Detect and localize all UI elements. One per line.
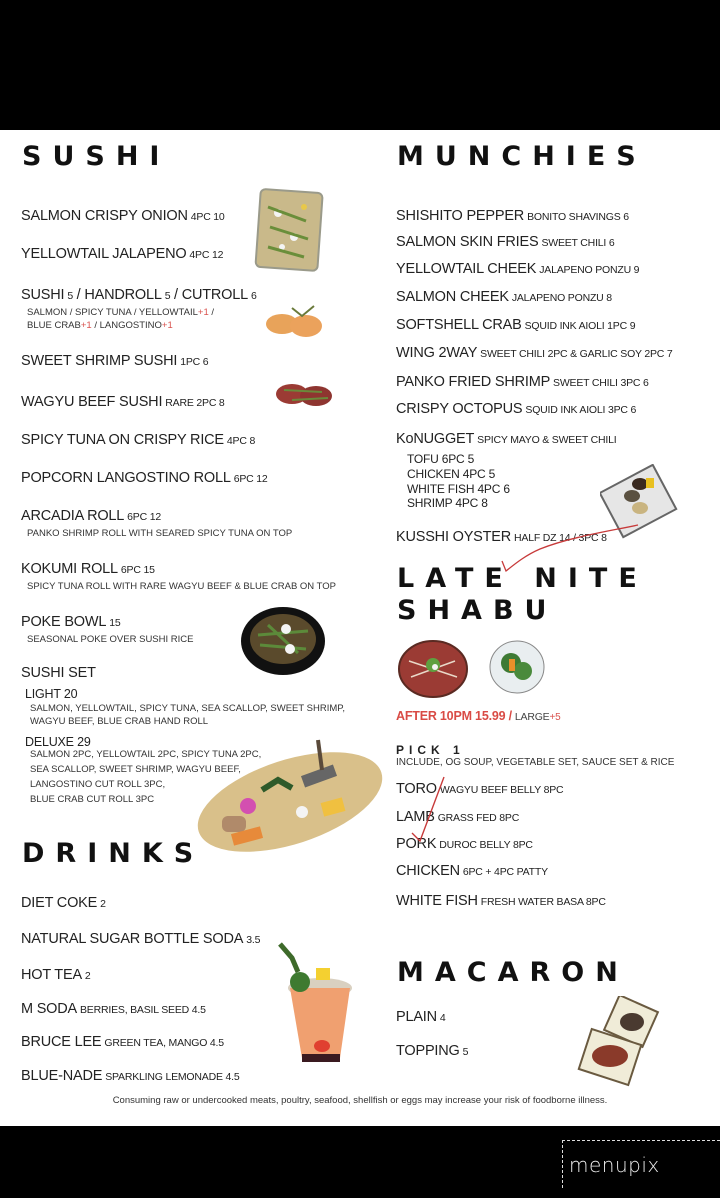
item-name: PORK xyxy=(396,836,437,852)
item-price: RARE 2PC 8 xyxy=(165,397,225,409)
item-name: SPICY TUNA ON CRISPY RICE xyxy=(21,432,224,448)
menu-item xyxy=(21,207,225,225)
item-name: SALMON CHEEK xyxy=(396,289,509,305)
item-price: SQUID INK AIOLI 3PC 6 xyxy=(525,404,637,416)
item-price: 2 xyxy=(84,970,91,982)
konugget-option: WHITE FISH 4PC 6 xyxy=(407,482,510,496)
konugget-option: TOFU 6PC 5 xyxy=(407,452,475,466)
menu-item xyxy=(396,862,548,880)
shabu-heading-line-2: SHABU xyxy=(397,595,558,626)
item-name: M SODA xyxy=(21,1001,77,1017)
item-name: YELLOWTAIL JALAPENO xyxy=(21,246,187,262)
menu-item xyxy=(21,1067,240,1085)
item-name: / CUTROLL xyxy=(174,287,248,303)
food-safety-disclaimer: Consuming raw or undercooked meats, poultry, seafood, shellfish or eggs may increase your risk of foodborne illness. xyxy=(112,1095,608,1106)
item-name: NATURAL SUGAR BOTTLE SODA xyxy=(21,931,244,947)
menu-item xyxy=(396,316,635,334)
item-price: 4 xyxy=(439,1012,446,1024)
item-price: SWEET CHILI 6 xyxy=(541,237,615,249)
bottom-black-bar xyxy=(0,1126,720,1198)
item-name: TORO xyxy=(396,781,437,797)
item-price: 2 xyxy=(100,898,106,910)
item-price: HALF DZ 14 / 3PC 8 xyxy=(514,532,607,544)
menu-item xyxy=(21,894,106,912)
set-deluxe-line: SALMON 2PC, YELLOWTAIL 2PC, SPICY TUNA 2PC, xyxy=(30,749,262,760)
item-name: CRISPY OCTOPUS xyxy=(396,401,523,417)
menu-item xyxy=(21,507,161,525)
item-name: SUSHI SET xyxy=(21,665,96,681)
item-name: SUSHI xyxy=(21,287,65,303)
menu-item xyxy=(396,344,673,362)
item-name: SWEET SHRIMP SUSHI xyxy=(21,353,178,369)
shabu-price-label: AFTER 10PM 15.99 / xyxy=(396,709,512,723)
item-price: 6PC 12 xyxy=(233,473,268,485)
shabu-plates-photo xyxy=(395,637,555,699)
shabu-heading-line-1: LATE NITE xyxy=(397,563,648,594)
option-text: / xyxy=(208,307,215,318)
item-name: KoNUGGET xyxy=(396,431,475,447)
konugget-option: CHICKEN 4PC 5 xyxy=(407,467,496,481)
item-name: YELLOWTAIL CHEEK xyxy=(396,261,537,277)
sushi-heading: SUSHI xyxy=(22,141,171,172)
poke-bowl-photo xyxy=(238,605,328,677)
menu-item xyxy=(21,245,223,263)
item-name: BRUCE LEE xyxy=(21,1034,102,1050)
menu-item xyxy=(396,233,615,251)
item-name: SALMON CRISPY ONION xyxy=(21,208,188,224)
menu-item xyxy=(21,469,268,487)
item-name: ARCADIA ROLL xyxy=(21,508,125,524)
option-upcharge: +1 xyxy=(161,320,173,331)
pick-description: INCLUDE, OG SOUP, VEGETABLE SET, SAUCE SET & RICE xyxy=(396,757,675,768)
item-name: SOFTSHELL CRAB xyxy=(396,317,522,333)
menu-item xyxy=(396,288,612,306)
menu-item xyxy=(396,400,636,418)
sushi-options-line-1 xyxy=(27,306,214,319)
item-price: 1PC 6 xyxy=(180,356,209,368)
shabu-price xyxy=(396,708,561,726)
item-price: GRASS FED 8PC xyxy=(437,812,520,824)
item-price: BONITO SHAVINGS 6 xyxy=(527,211,629,223)
menu-item xyxy=(396,1008,446,1026)
item-price: 6PC 15 xyxy=(120,564,155,576)
item-name: BLUE-NADE xyxy=(21,1068,103,1084)
option-upcharge: +1 xyxy=(197,307,209,318)
item-price: BERRIES, BASIL SEED 4.5 xyxy=(80,1004,206,1016)
item-name: SALMON SKIN FRIES xyxy=(396,234,539,250)
item-price: SQUID INK AIOLI 1PC 9 xyxy=(524,320,636,332)
macaron-photo xyxy=(576,996,662,1088)
large-upcharge: +5 xyxy=(549,712,561,723)
item-name: CHICKEN xyxy=(396,863,460,879)
menu-item xyxy=(21,1033,224,1051)
item-price: SPARKLING LEMONADE 4.5 xyxy=(105,1071,240,1083)
item-price: 6 xyxy=(250,290,257,302)
item-description: PANKO SHRIMP ROLL WITH SEARED SPICY TUNA ON TOP xyxy=(27,528,293,539)
item-name: PANKO FRIED SHRIMP xyxy=(396,374,551,390)
item-name: SHISHITO PEPPER xyxy=(396,208,525,224)
salmon-crispy-onion-photo xyxy=(254,187,326,275)
item-name: PLAIN xyxy=(396,1009,437,1025)
large-label: LARGE xyxy=(514,711,550,723)
set-light-label: LIGHT 20 xyxy=(25,687,78,701)
handroll-photo xyxy=(262,302,330,342)
menu-item xyxy=(396,373,649,391)
menu-item xyxy=(396,1042,468,1060)
item-price: 5 xyxy=(462,1046,469,1058)
item-price: DUROC BELLY 8PC xyxy=(439,839,533,851)
item-price: SWEET CHILI 2PC & GARLIC SOY 2PC 7 xyxy=(480,348,673,360)
menu-item xyxy=(21,664,96,681)
menu-item xyxy=(21,431,255,449)
item-price: GREEN TEA, MANGO 4.5 xyxy=(104,1037,224,1049)
item-name: WING 2WAY xyxy=(396,345,478,361)
menu-item xyxy=(21,352,208,370)
menu-item xyxy=(21,286,257,304)
set-light-line: SALMON, YELLOWTAIL, SPICY TUNA, SEA SCALLOP, SWEET SHRIMP, xyxy=(30,703,346,714)
menu-item xyxy=(396,207,629,225)
menu-item xyxy=(21,1000,206,1018)
watermark-logo: menupix xyxy=(569,1153,660,1177)
set-deluxe-line: SEA SCALLOP, SWEET SHRIMP, WAGYU BEEF, xyxy=(30,764,241,775)
item-name: HOT TEA xyxy=(21,967,82,983)
menu-item xyxy=(21,613,121,631)
handwritten-red-mark xyxy=(490,515,650,585)
set-deluxe-line: BLUE CRAB CUT ROLL 3PC xyxy=(30,794,155,805)
item-price: SWEET CHILI 3PC 6 xyxy=(553,377,649,389)
item-price: JALAPENO PONZU 8 xyxy=(511,292,612,304)
item-name: KUSSHI OYSTER xyxy=(396,529,512,545)
set-deluxe-label: DELUXE 29 xyxy=(25,735,91,749)
item-price: 6PC + 4PC PATTY xyxy=(462,866,548,878)
item-price: 5 xyxy=(67,290,73,302)
menu-item xyxy=(396,892,606,910)
drinks-heading: DRINKS xyxy=(22,838,205,869)
item-name: KOKUMI ROLL xyxy=(21,561,118,577)
munchies-heading: MUNCHIES xyxy=(397,141,647,172)
konugget-option: SHRIMP 4PC 8 xyxy=(407,496,488,510)
item-price: 4PC 10 xyxy=(190,211,225,223)
item-price: WAGYU BEEF BELLY 8PC xyxy=(439,784,564,796)
drink-photo xyxy=(276,938,356,1066)
item-price: 3.5 xyxy=(246,934,261,946)
item-name: / HANDROLL xyxy=(76,287,162,303)
top-black-bar xyxy=(0,0,720,130)
menu-item xyxy=(396,260,639,278)
item-name: POPCORN LANGOSTINO ROLL xyxy=(21,470,231,486)
menu-item xyxy=(396,430,617,448)
menu-item xyxy=(21,930,260,948)
pick-title: PICK 1 xyxy=(396,743,465,757)
item-price: SPICY MAYO & SWEET CHILI xyxy=(477,434,617,446)
option-text: / LANGOSTINO xyxy=(91,320,162,331)
handwritten-red-check xyxy=(408,775,458,855)
item-price: 5 xyxy=(164,290,171,302)
item-name: WAGYU BEEF SUSHI xyxy=(21,394,163,410)
item-description: SEASONAL POKE OVER SUSHI RICE xyxy=(27,634,194,645)
macaron-heading: MACARON xyxy=(397,957,629,988)
watermark-box xyxy=(562,1140,720,1188)
item-price: 15 xyxy=(109,617,121,629)
option-upcharge: +1 xyxy=(80,320,92,331)
set-deluxe-line: LANGOSTINO CUT ROLL 3PC, xyxy=(30,779,166,790)
menu-page xyxy=(0,130,720,1126)
item-name: WHITE FISH xyxy=(396,893,478,909)
option-text: BLUE CRAB xyxy=(27,320,81,331)
item-price: 6PC 12 xyxy=(127,511,161,523)
item-price: JALAPENO PONZU 9 xyxy=(539,264,640,276)
option-text: SALMON / SPICY TUNA / YELLOWTAIL xyxy=(27,307,198,318)
item-price: 4PC 12 xyxy=(189,249,224,261)
item-price: FRESH WATER BASA 8PC xyxy=(480,896,606,908)
item-name: POKE BOWL xyxy=(21,614,107,630)
menu-item xyxy=(21,966,91,984)
item-name: DIET COKE xyxy=(21,895,98,911)
item-price: 4PC 8 xyxy=(226,435,256,447)
menu-item xyxy=(21,560,155,578)
item-name: LAMB xyxy=(396,809,435,825)
item-description: SPICY TUNA ROLL WITH RARE WAGYU BEEF & BLUE CRAB ON TOP xyxy=(27,581,336,592)
menu-item xyxy=(21,393,225,411)
wagyu-sushi-photo xyxy=(272,374,338,414)
item-name: TOPPING xyxy=(396,1043,460,1059)
sushi-options-line-2 xyxy=(27,319,173,332)
sushi-set-platter-photo xyxy=(192,730,388,860)
set-light-line: WAGYU BEEF, BLUE CRAB HAND ROLL xyxy=(30,716,209,727)
